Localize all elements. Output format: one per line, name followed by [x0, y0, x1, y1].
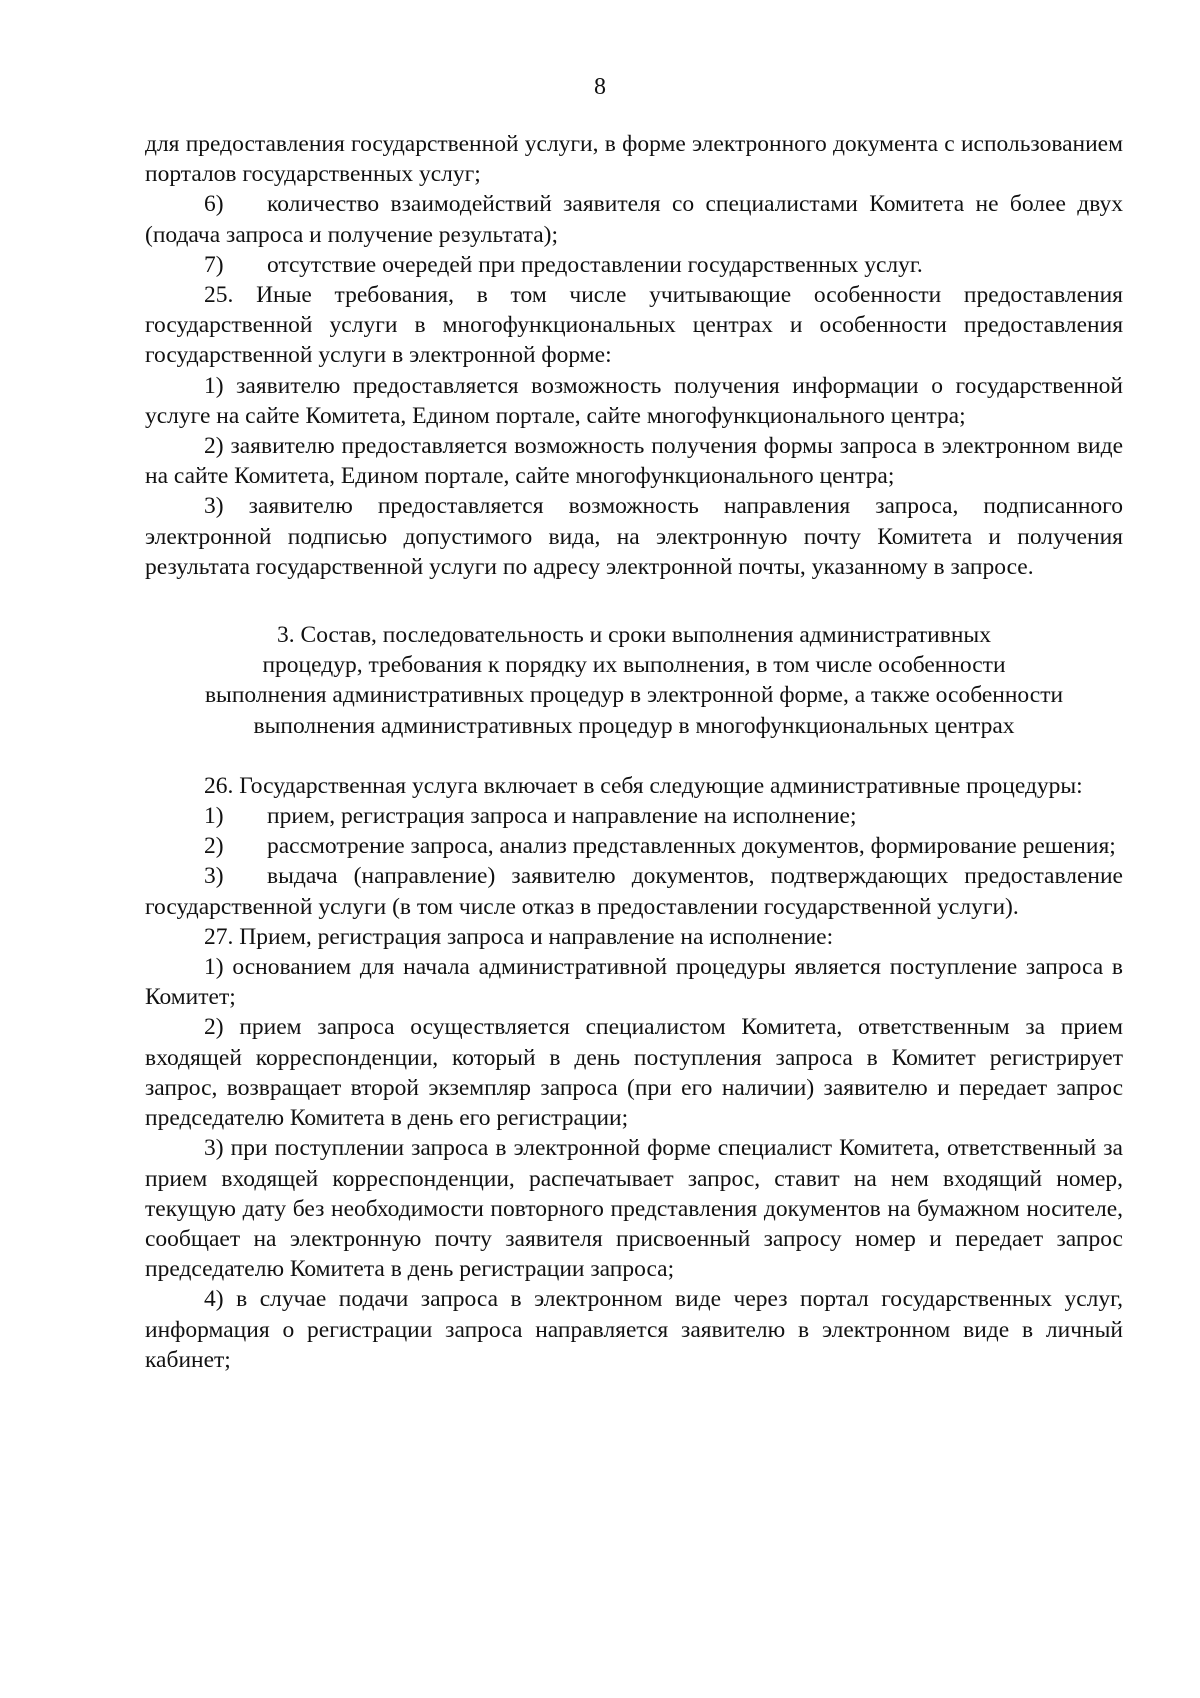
paragraph-27-2: 2) прием запроса осуществляется специалистом Комитета, ответственным за прием входящей корреспонденции, который в день поступления запроса в Комитет регистрирует запрос, возвращает второй экземпляр запроса (при его наличии) заявителю и передает запрос председателю Комитета в день его регистрации; [145, 1014, 1123, 1132]
list-item-26-1 [145, 801, 1123, 831]
list-item-text: количество взаимодействий заявителя со специалистами Комитета не более двух (подача запроса и получение результата); [145, 191, 1123, 248]
paragraph-26: 26. Государственная услуга включает в себя следующие административные процедуры: [204, 772, 1083, 799]
document-body [145, 129, 1123, 1375]
paragraph-25-2: 2) заявителю предоставляется возможность получения формы запроса в электронном виде на сайте Комитета, Едином портале, сайте многофункционального центра; [145, 433, 1123, 490]
section-heading [145, 620, 1123, 741]
list-number: 1) [204, 803, 224, 830]
list-item-text: отсутствие очередей при предоставлении государственных услуг. [267, 251, 923, 278]
paragraph-25: 25. Иные требования, в том числе учитывающие особенности предоставления государственной услуги в многофункциональных центрах и особенности предоставления государственной услуги в электронной форме: [145, 282, 1123, 369]
paragraph-continuation: для предоставления государственной услуги, в форме электронного документа с использованием порталов государственных услуг; [145, 131, 1123, 188]
section-heading-line: выполнения административных процедур в электронной форме, а также особенности [204, 682, 1064, 709]
paragraph-27: 27. Прием, регистрация запроса и направление на исполнение: [204, 923, 834, 950]
list-item-text: прием, регистрация запроса и направление на исполнение; [267, 803, 857, 830]
paragraph-25-1: 1) заявителю предоставляется возможность получения информации о государственной услуге на сайте Комитета, Едином портале, сайте многофункционального центра; [145, 372, 1123, 429]
list-item-26-3 [145, 861, 1123, 921]
list-item-26-2 [145, 831, 1123, 861]
list-item-6 [145, 189, 1123, 249]
list-number: 2) [204, 833, 224, 860]
paragraph-27-3: 3) при поступлении запроса в электронной форме специалист Комитета, ответственный за прием входящей корреспонденции, распечатывает запрос, ставит на нем входящий номер, текущую дату без необходимости повторного представления документов на бумажном носителе, сообщает на электронную почту заявителя присвоенный запросу номер и передает запрос председателю Комитета в день регистрации запроса; [145, 1135, 1123, 1283]
list-item-text: выдача (направление) заявителю документов, подтверждающих предоставление государственной услуги (в том числе отказ в предоставлении государственной услуги). [145, 863, 1123, 920]
section-heading-line: процедур, требования к порядку их выполнения, в том числе особенности [262, 652, 1006, 679]
section-heading-line: 3. Состав, последовательность и сроки выполнения административных [277, 622, 991, 649]
list-number: 3) [204, 863, 224, 890]
paragraph-25-3: 3) заявителю предоставляется возможность направления запроса, подписанного электронной подписью допустимого вида, на электронную почту Комитета и получения результата государственной услуги по адресу электронной почты, указанному в запросе. [145, 493, 1123, 580]
section-heading-line: выполнения административных процедур в многофункциональных центрах [253, 712, 1015, 739]
list-number: 6) [204, 191, 224, 218]
list-number: 7) [204, 251, 224, 278]
paragraph-27-4: 4) в случае подачи запроса в электронном виде через портал государственных услуг, информация о регистрации запроса направляется заявителю в электронном виде в личный кабинет; [145, 1286, 1123, 1373]
list-item-text: рассмотрение запроса, анализ представленных документов, формирование решения; [267, 833, 1116, 860]
paragraph-27-1: 1) основанием для начала административной процедуры является поступление запроса в Комитет; [145, 954, 1123, 1011]
page-number: 8 [594, 74, 606, 100]
list-item-7 [145, 250, 1123, 280]
